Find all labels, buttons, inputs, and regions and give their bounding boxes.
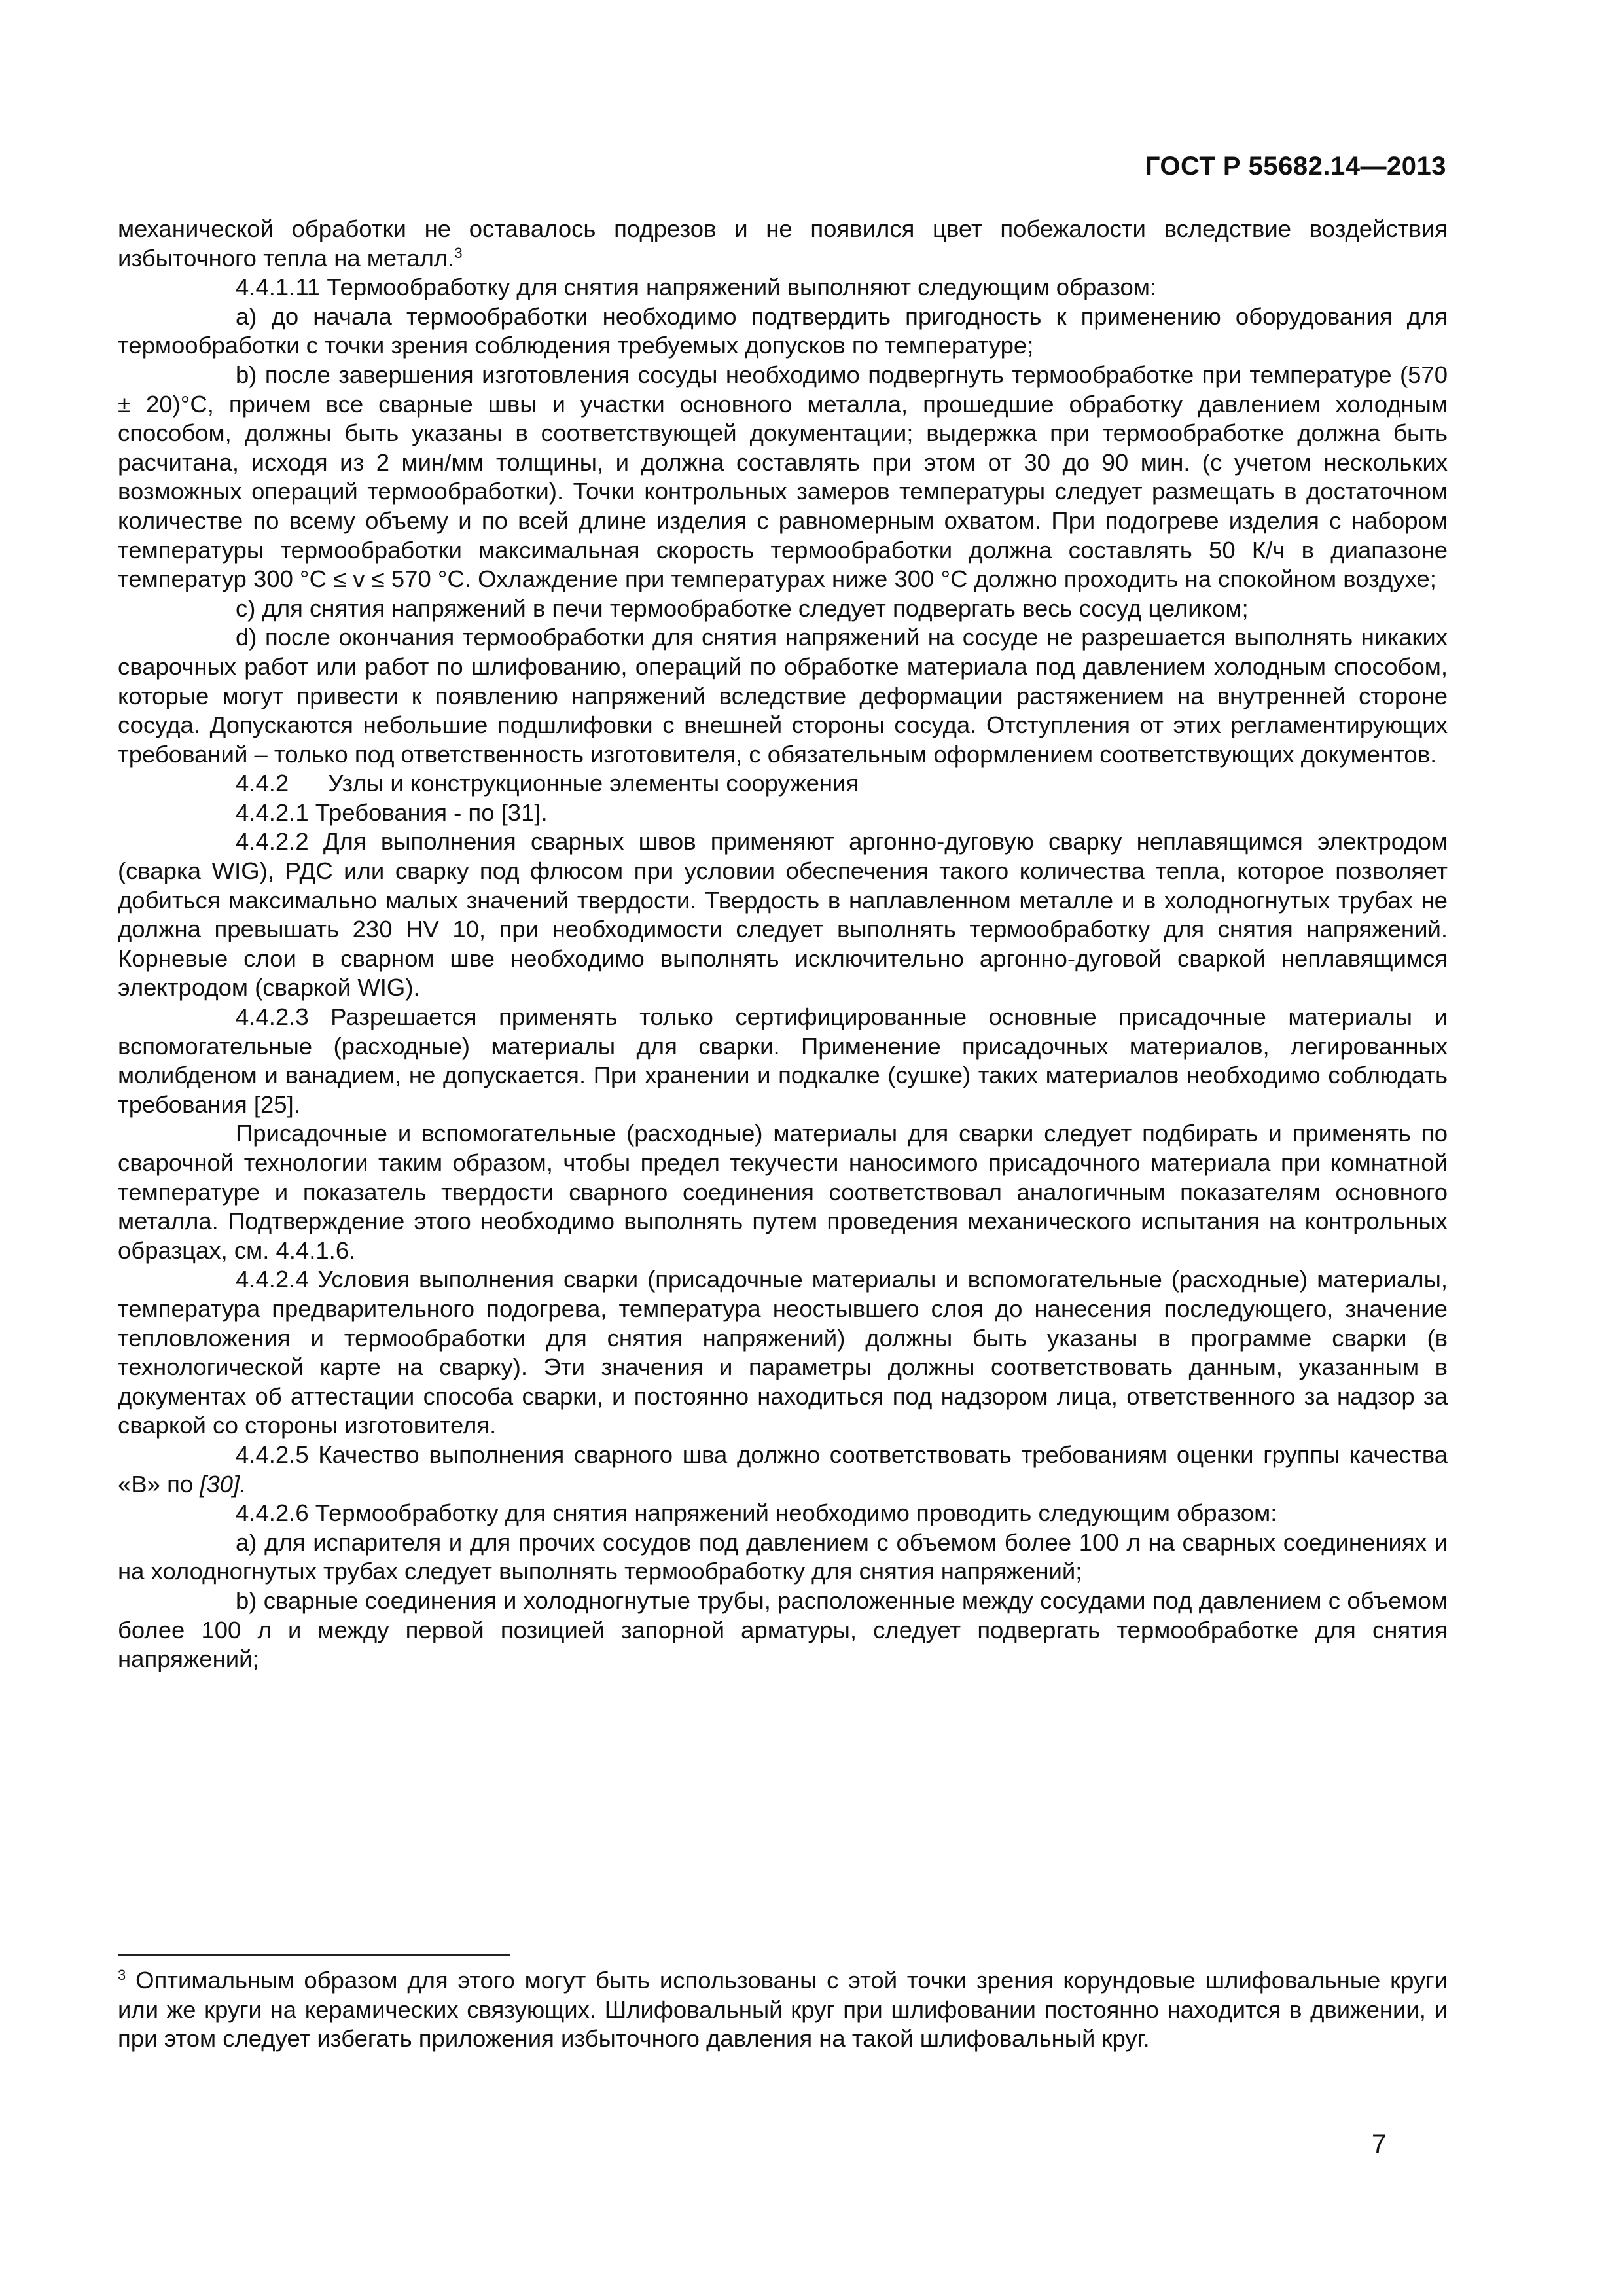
paragraph: b) сварные соединения и холодногнутые трубы, расположенные между сосудами под давлением с объемом более 100 л и между первой позицией запорной арматуры, следует подвергать термообработке для снятия напряжений;: [118, 1587, 1448, 1673]
paragraph: a) до начала термообработки необходимо подтвердить пригодность к применению оборудования для термообработки с точки зрения соблюдения требуемых допусков по температуре;: [118, 302, 1448, 359]
paragraph: 4.4.2.5 Качество выполнения сварного шва должно соответствовать требованиям оценки группы качества «В» по [30].: [118, 1441, 1448, 1498]
footnote-reference[interactable]: 3: [454, 244, 463, 261]
body-text: [118, 215, 1448, 1674]
section-number: 4.4.2: [236, 770, 289, 797]
paragraph: c) для снятия напряжений в печи термообработке следует подвергать весь сосуд целиком;: [236, 594, 1249, 622]
paragraph: механической обработки не оставалось подрезов и не появился цвет побежалости вследствие воздействия избыточного тепла на металл.$^3$: [118, 215, 1448, 272]
paragraph: 4.4.2.6 Термообработку для снятия напряжений необходимо проводить следующим образом:: [236, 1499, 1277, 1527]
document-header-id: ГОСТ Р 55682.14—2013: [1145, 152, 1446, 181]
paragraph: d) после окончания термообработки для снятия напряжений на сосуде не разрешается выполнять никаких сварочных работ или работ по шлифованию, операций по обработке материала под давлением холодным способом, которые могут привести к появлению напряжений вследствие деформации растяжением на внутренней стороне сосуда. Допускаются небольшие подшлифовки с внешней стороны сосуда. Отступления от этих регламентирующих требований – только под ответственность изготовителя, с обязательным оформлением соответствующих документов.: [118, 624, 1448, 768]
paragraph: 4.4.2.3 Разрешается применять только сертифицированные основные присадочные материалы и вспомогательные (расходные) материалы для сварки. Применение присадочных материалов, легированных молибденом и ванадием, не допускается. При хранении и подкалке (сушке) таких материалов необходимо соблюдать требования [25].: [118, 1003, 1448, 1118]
footnote-divider: [118, 1954, 510, 1956]
section-title: Узлы и конструкционные элементы сооружения: [328, 770, 859, 797]
paragraph: Присадочные и вспомогательные (расходные) материалы для сварки следует подбирать и применять по сварочной технологии таким образом, чтобы предел текучести наносимого присадочного материала при комнатной температуре и показатель твердости сварного соединения соответствовал аналогичным показателям основного металла. Подтверждение этого необходимо выполнять путем проведения механического испытания на контрольных образцах, см. 4.4.1.6.: [118, 1120, 1448, 1264]
footnote: [118, 1966, 1448, 2054]
reference-link[interactable]: [30].: [200, 1470, 247, 1498]
paragraph: 4.4.1.11 Термообработку для снятия напряжений выполняют следующим образом:: [236, 274, 1157, 301]
section-heading: [118, 769, 1448, 798]
paragraph: 4.4.2.2 Для выполнения сварных швов применяют аргонно-дуговую сварку неплавящимся электродом (сварка WIG), РДС или сварку под флюсом при условии обеспечения такого количества тепла, которое позволяет добиться максимально малых значений твердости. Твердость в наплавленном металле и в холодногнутых трубах не должна превышать 230 HV 10, при необходимости следует выполнять термообработку для снятия напряжений. Корневые слои в сварном шве необходимо выполнять исключительно аргонно-дуговой сваркой неплавящимся электродом (сваркой WIG).: [118, 828, 1448, 1001]
footnote-text: Оптимальным образом для этого могут быть использованы с этой точки зрения корундовые шлифовальные круги или же круги на керамических связующих. Шлифовальный круг при шлифовании постоянно находится в движении, и при этом следует избегать приложения избыточного давления на такой шлифовальный круг.: [118, 1967, 1448, 2053]
footnote-mark: 3: [118, 1966, 126, 1983]
paragraph: a) для испарителя и для прочих сосудов под давлением с объемом более 100 л на сварных соединениях и на холодногнутых трубах следует выполнять термообработку для снятия напряжений;: [118, 1528, 1448, 1585]
paragraph: 4.4.2.4 Условия выполнения сварки (присадочные материалы и вспомогательные (расходные) материалы, температура предварительного подогрева, температура неостывшего слоя до нанесения последующего, значение тепловложения и термообработки для снятия напряжений) должны быть указаны в программе сварки (в технологической карте на сварку). Эти значения и параметры должны соответствовать данным, указанным в документах об аттестации способа сварки, и постоянно находиться под надзором лица, ответственного за надзор за сваркой со стороны изготовителя.: [118, 1266, 1448, 1439]
paragraph: b) после завершения изготовления сосуды необходимо подвергнуть термообработке при температуре (570 ± 20)°C, причем все сварные швы и участки основного металла, прошедшие обработку давлением холодным способом, должны быть указаны в соответствующей документации; выдержка при термообработке должна быть расчитана, исходя из 2 мин/мм толщины, и должна составлять при этом от 30 до 90 мин. (с учетом нескольких возможных операций термообработки). Точки контрольных замеров температуры следует размещать в достаточном количестве по всему объему и по всей длине изделия с равномерным охватом. При подогреве изделия с набором температуры термообработки максимальная скорость термообработки должна составлять 50 К/ч в диапазоне температур 300 °C ≤ v ≤ 570 °C. Охлаждение при температурах ниже 300 °C должно проходить на спокойном воздухе;: [118, 361, 1448, 593]
paragraph: 4.4.2.1 Требования - по [31].: [236, 798, 548, 826]
page-number: 7: [1372, 2130, 1387, 2159]
